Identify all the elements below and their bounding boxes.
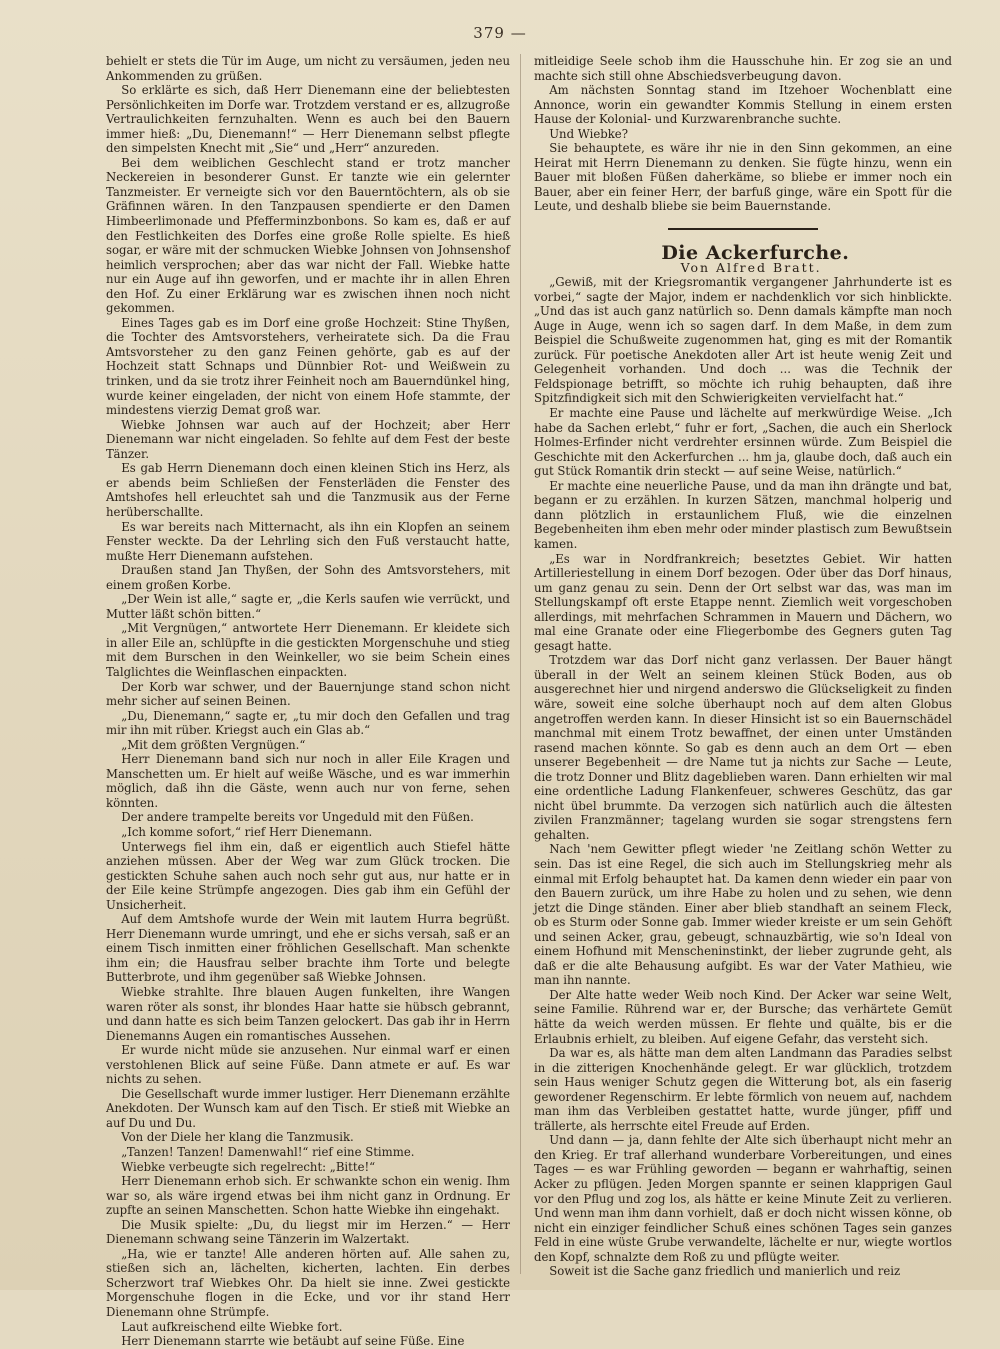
column-divider <box>520 54 521 1274</box>
paragraph: Bei dem weiblichen Geschlecht stand er trotz mancher Neckereien in besonderer Gunst. Er tanzte wie ein gelernter Tanzmeister. Er verneigte sich vor den Bauerntöchtern, als ob sie Gräfinnen wären. In den Tanzpausen spendierte er den Damen Himbeerlimonade und Pfefferminzbonbons. So kam es, daß er auf den Festlichkeiten des Dorfes eine große Rolle spielte. Es hieß sogar, er wäre mit der schmucken Wiebke Johnsen von Johnsenshof heimlich versprochen; aber das war nicht der Fall. Wiebke hatte nur ein Auge auf ihn geworfen, und er machte ihr in allen Ehren den Hof. Zu einer Erklärung war es zwischen ihnen noch nicht gekommen. <box>106 155 510 316</box>
paragraph: Unterwegs fiel ihm ein, daß er eigentlich auch Stiefel hätte anziehen müssen. Aber der Weg war zum Glück trocken. Die gestickten Schuhe sahen auch noch sehr gut aus, nur hatte er in der Eile keine Strümpfe angezogen. Dies gab ihm ein Gefühl der Unsicherheit. <box>106 839 510 912</box>
paragraph: behielt er stets die Tür im Auge, um nicht zu versäumen, jeden neu Ankommenden zu grüßen. <box>106 54 510 83</box>
paragraph: Eines Tages gab es im Dorf eine große Hochzeit: Stine Thyßen, die Tochter des Amtsvorstehers, verheiratete sich. Da die Frau Amtsvorsteher zu den ganz Feinen gehörte, gab es auf der Hochzeit statt Schnaps und Dünnbier Rot- und Weißwein zu trinken, und da sie trotz ihrer Feinheit noch am Bauerndünkel hing, wurde keiner eingeladen, der nicht von einem Hofe stammte, der mindestens vierzig Demat groß war. <box>106 315 510 418</box>
paragraph: „Mit Vergnügen,“ antwortete Herr Dienemann. Er kleidete sich in aller Eile an, schlüpfte in die gestickten Morgenschuhe und stieg mit dem Burschen in den Weinkeller, wo sie beim Schein eines Talglichtes die Weinflaschen einpackten. <box>106 621 510 679</box>
paragraph: „Es war in Nordfrankreich; besetztes Gebiet. Wir hatten Artilleriestellung in einem Dorf bezogen. Oder über das Dorf hinaus, um ganz genau zu sein. Denn der Ort selbst war das, was man im Stellungskampf oft erste Etappe nennt. Ziemlich weit vorgeschoben allerdings, mit mehrfachen Schrammen in Mauern und Dächern, wo mal eine Granate oder eine Fliegerbombe des Gegners guten Tag gesagt hatte. <box>534 551 952 653</box>
paragraph: Trotzdem war das Dorf nicht ganz verlassen. Der Bauer hängt überall in der Welt an seinem kleinen Stück Boden, aus ob ausgerechnet hier und nirgend anderswo die Glückseligkeit zu finden wäre, soweit eine solche überhaupt noch auf dem alten Globus angetroffen werden kann. In dieser Hinsicht ist so ein Bauernschädel manchmal mit einem Trotz bewaffnet, der einen unter Umständen rasend machen könnte. So gab es denn auch an dem Ort — eben unserer Begebenheit — dre Name tut ja nichts zur Sache — Leute, die trotz Donner und Blitz dageblieben waren. Dann erhielten wir mal eine ordentliche Ladung Flankenfeuer, schweres Geschütz, das gar nicht übel brummte. Da verzogen sich natürlich auch die ältesten zivilen Franzmänner; tagelang wurden sie sogar strengstens fern gehalten. <box>534 653 952 842</box>
paragraph: Er machte eine neuerliche Pause, und da man ihn drängte und bat, begann er zu erzählen. In kurzen Sätzen, manchmal holperig und dann plötzlich in erstaunlichem Fluß, wie die einzelnen Begebenheiten ihm eben mehr oder minder plastisch zum Bewußtsein kamen. <box>534 478 952 551</box>
paragraph: Sie behauptete, es wäre ihr nie in den Sinn gekommen, an eine Heirat mit Herrn Dienemann zu denken. Sie fügte hinzu, wenn ein Bauer mit bloßen Füßen daherkäme, so bliebe er immer noch ein Bauer, aber ein feiner Herr, der barfuß ginge, wäre ein Spott für die Leute, und deshalb bliebe sie beim Bauernstande. <box>534 141 952 214</box>
paragraph: So erklärte es sich, daß Herr Dienemann eine der beliebtesten Persönlichkeiten im Dorfe war. Trotzdem verstand er es, allzugroße Vertraulichkeiten fernzuhalten. Wenn es auch bei den Bauern immer hieß: „Du, Dienemann!“ — Herr Dienemann selbst pflegte den simpelsten Knecht mit „Sie“ und „Herr“ anzureden. <box>106 83 510 156</box>
paragraph: „Mit dem größten Vergnügen.“ <box>121 737 306 752</box>
paragraph: Herr Dienemann starrte wie betäubt auf seine Füße. Eine <box>121 1334 465 1349</box>
paragraph: Die Musik spielte: „Du, du liegst mir im Herzen.“ — Herr Dienemann schwang seine Tänzerin im Walzertakt. <box>106 1217 510 1247</box>
paragraph: Es gab Herrn Dienemann doch einen kleinen Stich ins Herz, als er abends beim Schließen der Fensterläden die Fenster des Amtshofes hell erleuchtet sah und die Tanzmusik aus der Ferne herüberschallte. <box>106 461 510 519</box>
paragraph: Und Wiebke? <box>549 126 628 141</box>
right-column <box>534 54 952 1279</box>
paragraph: Es war bereits nach Mitternacht, als ihn ein Klopfen an seinem Fenster weckte. Da der Lehrling sich den Fuß verstaucht hatte, mußte Herr Dienemann aufstehen. <box>106 519 510 563</box>
paragraph: Wiebke Johnsen war auch auf der Hochzeit; aber Herr Dienemann war nicht eingeladen. So fehlte auf dem Fest der beste Tänzer. <box>106 417 510 461</box>
paragraph: Wiebke strahlte. Ihre blauen Augen funkelten, ihre Wangen waren röter als sonst, ihr blondes Haar hatte sie hübsch gebrannt, und dann hatte es sich beim Tanzen gelockert. Das gab ihr in Herrn Dienemanns Augen ein romantisches Aussehen. <box>106 985 510 1043</box>
previous-story-ending <box>534 54 952 214</box>
paragraph: Herr Dienemann erhob sich. Er schwankte schon ein wenig. Ihm war so, als wäre irgend etwas bei ihm nicht ganz in Ordnung. Er zupfte an seinen Manschetten. Schon hatte Wiebke ihn eingehakt. <box>106 1174 510 1218</box>
paragraph: Der Korb war schwer, und der Bauernjunge stand schon nicht mehr sicher auf seinen Beinen. <box>106 679 510 709</box>
paragraph: mitleidige Seele schob ihm die Hausschuhe hin. Er zog sie an und machte sich still ohne Abschiedsverbeugung davon. <box>534 54 952 83</box>
paragraph: „Ich komme sofort,“ rief Herr Dienemann. <box>121 824 373 839</box>
story-body <box>534 275 952 1279</box>
paragraph: Nach 'nem Gewitter pflegt wieder 'ne Zeitlang schön Wetter zu sein. Das ist eine Regel, die sich auch im Stellungskrieg mehr als einmal mit Erfolg behauptet hat. Da kamen denn wieder ein paar von den Bauern zurück, um ihre Habe zu holen und zu sehen, wie denn jetzt die Dinge ständen. Einer aber blieb standhaft an seinem Fleck, ob es Sturm oder Sonne gab. Immer wieder kreiste er um sein Gehöft und seinen Acker, grau, gebeugt, schnauzbärtig, wie so'n Ideal von einem Hofhund mit Menscheninstinkt, der lieber zugrunde geht, als daß er die alte Behausung aufgibt. Es war der Vater Mathieu, wie man ihn nannte. <box>534 842 952 988</box>
paragraph: „Gewiß, mit der Kriegsromantik vergangener Jahrhunderte ist es vorbei,“ sagte der Major, indem er nachdenklich vor sich hinblickte. „Und das ist auch ganz natürlich so. Denn damals kämpfte man noch Auge in Auge, wenn ich so sagen darf. In dem Maße, in dem zum Beispiel die Schußweite zugenommen hat, ging es mit der Romantik zurück. Für poetische Anekdoten aller Art ist heute wenig Zeit und Gelegenheit vorhanden. Und doch ... was die Technik der Feldspionage betrifft, so möchte ich ruhig behaupten, daß ihre Spitzfindigkeit sich mit den Schwierigkeiten vervielfacht hat.“ <box>534 275 952 406</box>
paragraph: Er machte eine Pause und lächelte auf merkwürdige Weise. „Ich habe da Sachen erlebt,“ fuhr er fort, „Sachen, die auch ein Sherlock Holmes-Erfinder nicht verdrehter ersinnen würde. Zum Beispiel die Geschichte mit den Ackerfurchen ... hm ja, glaube doch, daß auch ein gut Stück Romantik drin steckt — auf seine Weise, natürlich.“ <box>534 406 952 479</box>
paragraph: Da war es, als hätte man dem alten Landmann das Paradies selbst in die zitterigen Knochenhände gelegt. Er war glücklich, trotzdem sein Haus weniger Schutz gegen die Witterung bot, als ein faserig gewordener Regenschirm. Er lebte förmlich von neuem auf, nachdem man ihm das Verbleiben gestattet hatte, wurde jünger, pfiff und trällerte, als herrschte eitel Freude auf Erden. <box>534 1046 952 1133</box>
paragraph: Die Gesellschaft wurde immer lustiger. Herr Dienemann erzählte Anekdoten. Der Wunsch kam auf den Tisch. Er stieß mit Wiebke an auf Du und Du. <box>106 1086 510 1130</box>
paragraph: Er wurde nicht müde sie anzusehen. Nur einmal warf er einen verstohlenen Blick auf seine Füße. Dann atmete er auf. Es war nichts zu sehen. <box>106 1043 510 1087</box>
paragraph: Draußen stand Jan Thyßen, der Sohn des Amtsvorstehers, mit einem großen Korbe. <box>106 563 510 592</box>
paragraph: Herr Dienemann band sich nur noch in aller Eile Kragen und Manschetten um. Er hielt auf weiße Wäsche, und es war immerhin möglich, daß ihn die Gäste, wenn auch nur von ferne, sehen könnten. <box>106 752 510 810</box>
paragraph: Wiebke verbeugte sich regelrecht: „Bitte!“ <box>121 1159 376 1174</box>
paragraph: Am nächsten Sonntag stand im Itzehoer Wochenblatt eine Annonce, worin ein gewandter Kommis Stellung in einem ersten Hause der Kolonial- und Kurzwarenbranche suchte. <box>534 83 952 127</box>
section-rule <box>668 228 818 230</box>
paragraph: Und dann — ja, dann fehlte der Alte sich überhaupt nicht mehr an den Krieg. Er traf allerhand wunderbare Vorbereitungen, und eines Tages — es war Frühling geworden — begann er wahrhaftig, seinen Acker zu pflügen. Jeden Morgen spannte er seinen klapprigen Gaul vor den Pflug und zog los, als hätte er keine Minute Zeit zu verlieren. Und wenn man ihm dann vorhielt, daß er doch nicht wissen könne, ob nicht ein einziger feindlicher Schuß eines schönen Tages sein ganzes Feld in eine wüste Grube verwandelte, lächelte er nur, wiegte wortlos den Kopf, schnalzte dem Roß zu und pflügte weiter. <box>534 1133 952 1264</box>
paragraph: Soweit ist die Sache ganz friedlich und manierlich und reiz <box>549 1264 901 1279</box>
paragraph: Der andere trampelte bereits vor Ungeduld mit den Füßen. <box>121 810 474 825</box>
page-number: 379 — <box>473 24 527 42</box>
paragraph: Laut aufkreischend eilte Wiebke fort. <box>121 1319 343 1334</box>
paragraph: Von der Diele her klang die Tanzmusik. <box>121 1130 354 1145</box>
paragraph: „Du, Dienemann,“ sagte er, „tu mir doch den Gefallen und trag mir ihn mit rüber. Kriegst auch ein Glas ab.“ <box>106 708 510 738</box>
left-column <box>106 54 510 1349</box>
paragraph: „Der Wein ist alle,“ sagte er, „die Kerls saufen wie verrückt, und Mutter läßt schön bitten.“ <box>106 592 510 621</box>
paragraph: Auf dem Amtshofe wurde der Wein mit lautem Hurra begrüßt. Herr Dienemann wurde umringt, und ehe er sichs versah, saß er an einem Tisch inmitten einer fröhlichen Gesellschaft. Man schenkte ihm ein; die Hausfrau selber brachte ihm Torte und belegte Butterbrote, und ihm gegenüber saß Wiebke Johnsen. <box>106 912 510 985</box>
story-byline: Von Alfred Bratt. <box>680 259 822 275</box>
paragraph: „Tanzen! Tanzen! Damenwahl!“ rief eine Stimme. <box>121 1145 415 1160</box>
paragraph: Der Alte hatte weder Weib noch Kind. Der Acker war seine Welt, seine Familie. Rührend war er, der Bursche; das verhärtete Gemüt hätte da weich werden müssen. Er flehte und quälte, bis er die Erlaubnis erhielt, zu bleiben. Auf eigene Gefahr, das versteht sich. <box>534 987 952 1046</box>
story-title: Die Ackerfurche. <box>661 242 850 265</box>
paragraph: „Ha, wie er tanzte! Alle anderen hörten auf. Alle sahen zu, stießen sich an, lächelten, kicherten, lachten. Ein derbes Scherzwort traf Wiebkes Ohr. Da hielt sie inne. Zwei gestickte Morgenschuhe flogen in die Ecke, und vor ihr stand Herr Dienemann ohne Strümpfe. <box>106 1246 510 1320</box>
